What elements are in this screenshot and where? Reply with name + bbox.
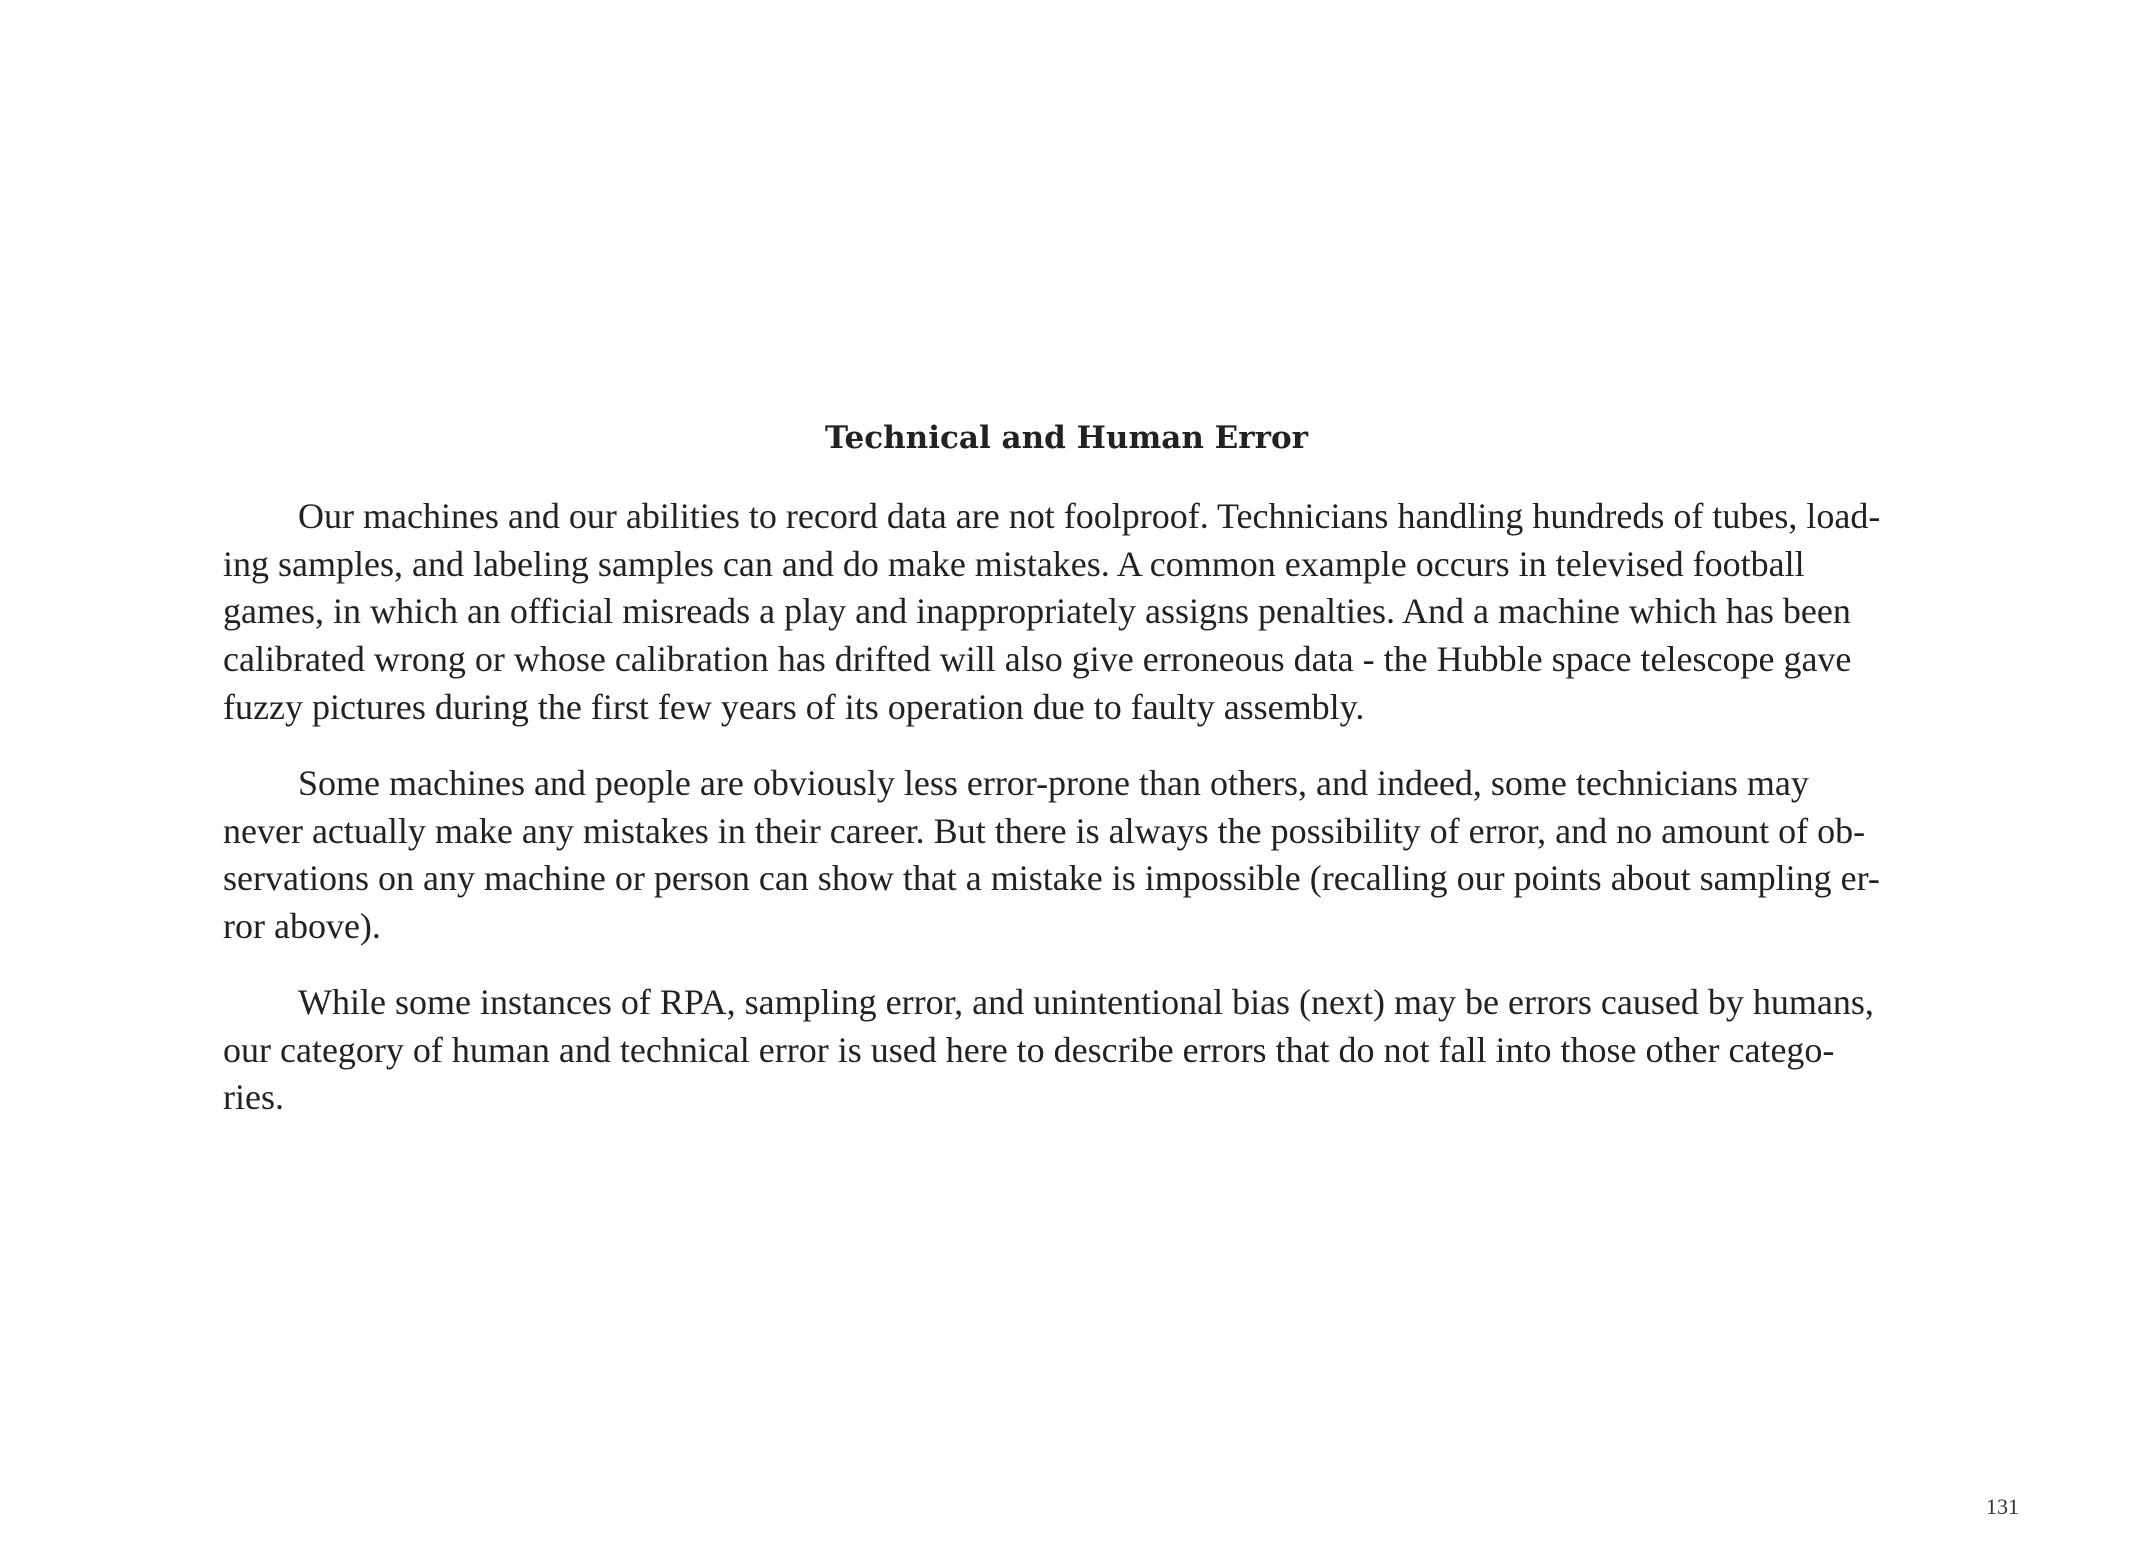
paragraph-2 (223, 760, 1933, 951)
paragraph-line: never actually make any mistakes in their career. But there is always the possibility of error, and no amount of ob- (223, 810, 1866, 851)
paragraph-line: calibrated wrong or whose calibration has drifted will also give erroneous data - the Hubble space telescope gave (223, 639, 1852, 680)
paragraph-line: servations on any machine or person can show that a mistake is impossible (recalling our points about sampling er- (223, 858, 1880, 899)
paragraph-line: games, in which an official misreads a play and inappropriately assigns penalties. And a machine which has been (223, 591, 1851, 632)
paragraph-line: fuzzy pictures during the first few years of its operation due to faulty assembly. (223, 686, 1365, 727)
paragraph-3 (223, 979, 1933, 1122)
paragraph-line: our category of human and technical error is used here to describe errors that do not fall into those other catego- (223, 1029, 1835, 1070)
paragraph-line: ing samples, and labeling samples can and do make mistakes. A common example occurs in televised football (223, 543, 1805, 584)
paragraph-line: ries. (223, 1077, 284, 1118)
page-number: 131 (1986, 1494, 2019, 1519)
section-heading: Technical and Human Error (825, 420, 1308, 456)
paragraph-line: While some instances of RPA, sampling error, and unintentional bias (next) may be errors caused by humans, (298, 982, 1874, 1022)
paragraph-line: Some machines and people are obviously less error-prone than others, and indeed, some technicians may (298, 763, 1809, 803)
paragraph-1 (223, 493, 1933, 731)
paragraph-line: Our machines and our abilities to record data are not foolproof. Technicians handling hundreds of tubes, load- (298, 496, 1881, 536)
paragraph-line: ror above). (223, 906, 381, 947)
